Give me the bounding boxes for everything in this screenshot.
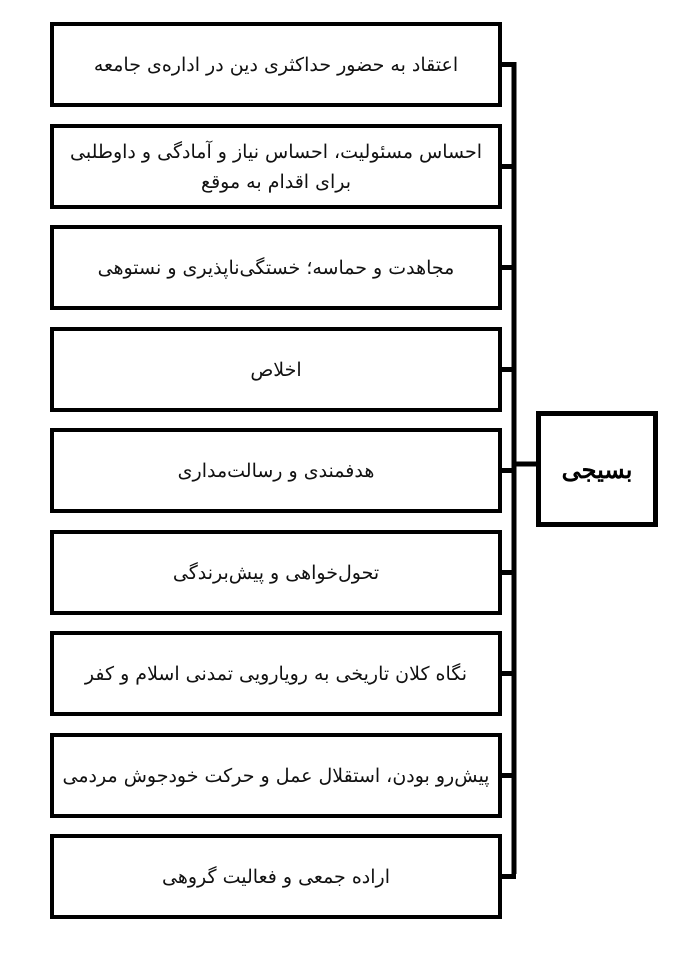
- item-box-7: [50, 631, 502, 716]
- item-label: اعتقاد به حضور حداکثری دین در اداره‌ی جامعه: [93, 53, 459, 76]
- item-box-1: [50, 22, 502, 107]
- item-box-3: [50, 225, 502, 310]
- item-label: اخلاص: [250, 358, 302, 381]
- item-label: هدفمندی و رسالت‌مداری: [177, 459, 375, 482]
- item-label: پیش‌رو بودن، استقلال عمل و حرکت خودجوش مردمی: [62, 764, 490, 787]
- item-box-5: [50, 428, 502, 513]
- item-label: تحول‌خواهی و پیش‌برندگی: [172, 561, 380, 584]
- item-box-6: [50, 530, 502, 615]
- item-box-2: [50, 124, 502, 209]
- item-label: نگاه کلان تاریخی به رویارویی تمدنی اسلام و کفر: [84, 662, 468, 685]
- item-box-9: [50, 834, 502, 919]
- item-box-8: [50, 733, 502, 818]
- root-label: بسیجی: [561, 454, 633, 484]
- item-label: احساس مسئولیت، احساس نیاز و آمادگی و داوطلبی برای اقدام به موقع: [70, 140, 482, 193]
- root-node: [536, 411, 658, 527]
- item-label: مجاهدت و حماسه؛ خستگی‌ناپذیری و نستوهی: [97, 256, 455, 279]
- item-box-4: [50, 327, 502, 412]
- item-label: اراده جمعی و فعالیت گروهی: [162, 865, 390, 888]
